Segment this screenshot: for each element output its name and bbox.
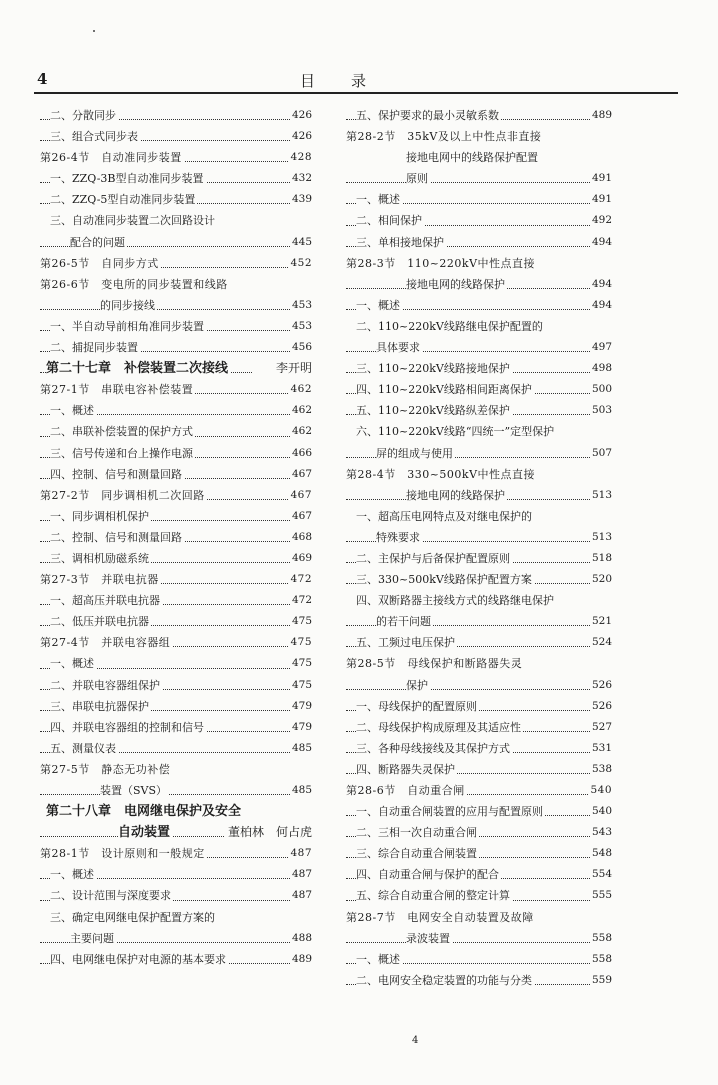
toc-entry-title: 一、同步调相机保护 — [50, 509, 149, 523]
toc-entry-page: 558 — [590, 928, 612, 949]
toc-entry-page: 469 — [290, 548, 312, 569]
toc-entry-page: 467 — [288, 485, 312, 506]
toc-entry-title: 四、110~220kV线路相间距离保护 — [356, 383, 532, 397]
toc-entry-page: 462 — [290, 421, 312, 442]
toc-entry-title: 第26-5节 自同步方式 — [40, 256, 159, 270]
chapter-author: 董柏林 何占虎 — [224, 822, 312, 843]
toc-entry-page: 513 — [590, 485, 612, 506]
toc-entry-page: 487 — [290, 885, 312, 906]
toc-entry — [40, 506, 312, 527]
toc-entry — [40, 843, 312, 864]
toc-entry-title: 三、信号传递和台上操作电源 — [50, 446, 193, 460]
toc-entry — [40, 632, 312, 653]
toc-entry-title: 的若干问题 — [376, 615, 431, 629]
toc-entry-page: 467 — [290, 464, 312, 485]
toc-entry — [346, 274, 612, 295]
toc-entry — [346, 653, 612, 674]
toc-entry — [40, 168, 312, 189]
toc-entry-page: 475 — [290, 675, 312, 696]
toc-entry — [40, 675, 312, 696]
toc-entry-page: 475 — [288, 632, 312, 653]
toc-entry-title: 四、并联电容器组的控制和信号 — [50, 720, 204, 734]
toc-entry-page: 466 — [290, 443, 312, 464]
toc-entry-title: 保护 — [406, 678, 428, 692]
toc-entry-page: 445 — [290, 232, 312, 253]
toc-entry-title: 的同步接线 — [100, 298, 155, 312]
toc-entry-title: 原则 — [406, 172, 428, 186]
toc-entry-page: 485 — [290, 780, 312, 801]
toc-entry-title: 三、自动准同步装置二次回路设计 — [50, 214, 215, 228]
toc-entry — [346, 611, 612, 632]
toc-entry-page: 498 — [590, 358, 612, 379]
toc-entry-page: 426 — [290, 126, 312, 147]
toc-entry — [40, 400, 312, 421]
toc-entry-title: 第26-4节 自动准同步装置 — [40, 151, 182, 165]
toc-entry-title: 二、110~220kV线路继电保护配置的 — [356, 319, 543, 333]
toc-entry-title: 一、超高压电网特点及对继电保护的 — [356, 509, 532, 523]
toc-entry-title: 一、半自动导前相角准同步装置 — [50, 319, 204, 333]
toc-entry-title: 一、概述 — [50, 404, 94, 418]
toc-left-column — [40, 105, 312, 970]
toc-entry — [346, 928, 612, 949]
toc-entry — [346, 147, 612, 168]
toc-entry — [40, 885, 312, 906]
toc-entry-page: 468 — [290, 527, 312, 548]
toc-entry — [346, 949, 612, 970]
toc-entry-title: 二、串联补偿装置的保护方式 — [50, 425, 193, 439]
toc-entry-title: 五、工频过电压保护 — [356, 636, 455, 650]
header-rule — [34, 92, 678, 94]
toc-entry — [346, 907, 612, 928]
toc-entry-title: 二、ZZQ-5型自动准同步装置 — [50, 193, 196, 207]
toc-entry — [40, 485, 312, 506]
toc-entry — [40, 126, 312, 147]
toc-entry-page: 559 — [590, 970, 612, 991]
toc-entry — [40, 548, 312, 569]
toc-right-column — [346, 105, 612, 991]
toc-entry-title: 五、综合自动重合闸的整定计算 — [356, 889, 510, 903]
toc-entry-title: 一、超高压并联电抗器 — [50, 594, 160, 608]
toc-entry-page: 531 — [590, 738, 612, 759]
toc-entry-title: 一、概述 — [50, 657, 94, 671]
toc-entry — [40, 569, 312, 590]
toc-entry-page: 503 — [590, 400, 612, 421]
toc-entry — [346, 738, 612, 759]
toc-entry-page: 518 — [590, 548, 612, 569]
toc-entry — [40, 864, 312, 885]
toc-entry — [346, 843, 612, 864]
toc-entry — [346, 379, 612, 400]
toc-entry-page: 453 — [290, 316, 312, 337]
toc-entry-page: 453 — [290, 295, 312, 316]
toc-entry — [40, 717, 312, 738]
toc-entry-page: 462 — [288, 379, 312, 400]
footer-mark: 4 — [412, 1035, 419, 1046]
toc-entry — [346, 358, 612, 379]
leader-dots — [346, 942, 612, 943]
toc-entry-title: 四、电网继电保护对电源的基本要求 — [50, 952, 226, 966]
toc-entry-title: 第28-1节 设计原则和一般规定 — [40, 847, 205, 861]
toc-entry-title: 二、设计范围与深度要求 — [50, 889, 171, 903]
toc-entry-title: 第28-5节 母线保护和断路器失灵 — [346, 657, 523, 671]
toc-entry-page: 491 — [590, 168, 612, 189]
toc-entry-page: 527 — [590, 717, 612, 738]
toc-entry-title: 一、母线保护的配置原则 — [356, 699, 477, 713]
toc-entry-title: 二、三相一次自动重合闸 — [356, 826, 477, 840]
toc-entry-title: 一、概述 — [50, 868, 94, 882]
toc-entry — [346, 569, 612, 590]
toc-entry-title: 装置（SVS） — [100, 784, 168, 797]
toc-entry-page: 472 — [290, 590, 312, 611]
toc-entry — [346, 105, 612, 126]
toc-entry-title: 第二十七章 补偿装置二次接线 — [46, 361, 229, 377]
toc-entry — [40, 759, 312, 780]
toc-entry-page: 540 — [588, 780, 612, 801]
toc-entry-title: 三、单相接地保护 — [356, 235, 444, 249]
scan-speck — [93, 30, 95, 32]
toc-entry — [346, 864, 612, 885]
toc-entry-title: 四、双断路器主接线方式的线路继电保护 — [356, 594, 554, 608]
toc-entry-title: 三、330~500kV线路保护配置方案 — [356, 573, 532, 587]
toc-entry — [346, 506, 612, 527]
toc-entry-title: 四、断路器失灵保护 — [356, 762, 455, 776]
toc-entry-title: 三、综合自动重合闸装置 — [356, 847, 477, 861]
toc-entry — [346, 253, 612, 274]
toc-entry-title: 特殊要求 — [376, 530, 420, 544]
toc-entry-page: 452 — [288, 253, 312, 274]
toc-entry-page: 543 — [590, 822, 612, 843]
toc-entry-page: 428 — [288, 147, 312, 168]
toc-entry-title: 具体要求 — [376, 341, 420, 355]
toc-entry — [346, 548, 612, 569]
toc-entry — [40, 421, 312, 442]
toc-entry-title: 二、低压并联电抗器 — [50, 615, 149, 629]
toc-entry — [40, 907, 312, 928]
toc-entry — [40, 337, 312, 358]
toc-entry-title: 二、相间保护 — [356, 214, 422, 228]
toc-entry — [40, 147, 312, 168]
toc-entry-page: 555 — [590, 885, 612, 906]
toc-entry-page: 487 — [288, 843, 312, 864]
toc-entry — [40, 822, 312, 843]
toc-entry-title: 三、各种母线接线及其保护方式 — [356, 741, 510, 755]
toc-entry — [40, 653, 312, 674]
toc-entry-page: 526 — [590, 675, 612, 696]
toc-entry — [346, 780, 612, 801]
toc-entry-title: 配合的问题 — [70, 235, 125, 249]
toc-entry — [346, 337, 612, 358]
leader-dots — [40, 794, 312, 795]
toc-entry-page: 554 — [590, 864, 612, 885]
toc-entry-title: 第28-4节 330~500kV中性点直接 — [346, 467, 536, 481]
toc-entry — [40, 738, 312, 759]
toc-entry — [40, 527, 312, 548]
toc-entry — [346, 421, 612, 442]
leader-dots — [346, 182, 612, 183]
toc-entry-title: 第27-4节 并联电容器组 — [40, 636, 171, 650]
toc-entry — [346, 168, 612, 189]
toc-entry-title: 四、自动重合闸与保护的配合 — [356, 868, 499, 882]
toc-entry-title: 四、控制、信号和测量回路 — [50, 467, 182, 481]
toc-entry — [346, 970, 612, 991]
toc-entry-page: 507 — [590, 443, 612, 464]
toc-entry-page: 494 — [590, 274, 612, 295]
toc-entry-title: 录波装置 — [406, 931, 450, 945]
toc-entry — [40, 274, 312, 295]
toc-entry-page: 520 — [590, 569, 612, 590]
toc-entry-title: 第26-6节 变电所的同步装置和线路 — [40, 277, 228, 291]
toc-entry-page: 558 — [590, 949, 612, 970]
toc-entry-title: 二、主保护与后备保护配置原则 — [356, 551, 510, 565]
toc-entry-title: 二、控制、信号和测量回路 — [50, 530, 182, 544]
toc-entry — [346, 485, 612, 506]
toc-entry — [40, 696, 312, 717]
toc-entry-title: 二、母线保护构成原理及其适应性 — [356, 720, 521, 734]
toc-entry-title: 第28-3节 110~220kV中性点直接 — [346, 256, 536, 270]
toc-entry-title: 第27-2节 同步调相机二次回路 — [40, 488, 205, 502]
toc-entry — [346, 822, 612, 843]
toc-entry — [40, 611, 312, 632]
toc-entry-page: 485 — [290, 738, 312, 759]
toc-entry-page: 488 — [290, 928, 312, 949]
toc-entry-page: 479 — [290, 696, 312, 717]
toc-entry-title: 接地电网的线路保护 — [406, 277, 505, 291]
toc-entry — [40, 295, 312, 316]
toc-entry-title: 主要问题 — [70, 931, 114, 945]
toc-entry-title: 自动装置 — [118, 825, 171, 841]
toc-entry-title: 三、110~220kV线路接地保护 — [356, 362, 510, 376]
toc-entry-page: 513 — [590, 527, 612, 548]
leader-dots — [40, 309, 312, 310]
toc-entry — [346, 126, 612, 147]
toc-entry-title: 二、并联电容器组保护 — [50, 678, 160, 692]
toc-entry — [40, 253, 312, 274]
toc-entry — [40, 928, 312, 949]
toc-entry — [346, 232, 612, 253]
toc-entry-page: 439 — [290, 189, 312, 210]
toc-entry-title: 一、概述 — [356, 952, 400, 966]
toc-entry — [40, 949, 312, 970]
toc-entry-title: 三、调相机励磁系统 — [50, 551, 149, 565]
toc-entry-page: 500 — [590, 379, 612, 400]
toc-entry-page: 497 — [590, 337, 612, 358]
toc-entry-page: 472 — [288, 569, 312, 590]
toc-entry — [40, 464, 312, 485]
toc-entry — [346, 590, 612, 611]
toc-entry-page: 548 — [590, 843, 612, 864]
toc-entry-title: 三、组合式同步表 — [50, 130, 138, 144]
toc-entry-page: 538 — [590, 759, 612, 780]
toc-entry-title: 二、电网安全稳定装置的功能与分类 — [356, 973, 532, 987]
toc-entry-title: 五、110~220kV线路纵差保护 — [356, 404, 510, 418]
toc-entry — [40, 232, 312, 253]
leader-dots — [346, 689, 612, 690]
toc-entry — [40, 379, 312, 400]
toc-entry-page: 540 — [590, 801, 612, 822]
toc-entry-title: 第27-1节 串联电容补偿装置 — [40, 383, 194, 397]
toc-entry-page: 489 — [590, 105, 612, 126]
toc-entry-title: 一、概述 — [356, 193, 400, 207]
toc-entry-page: 491 — [590, 189, 612, 210]
toc-entry-page: 494 — [590, 232, 612, 253]
toc-entry-title: 接地电网的线路保护 — [406, 488, 505, 502]
toc-entry-page: 475 — [290, 653, 312, 674]
toc-entry-page: 494 — [590, 295, 612, 316]
toc-entry — [346, 295, 612, 316]
toc-entry-page: 479 — [290, 717, 312, 738]
toc-entry — [40, 105, 312, 126]
toc-entry — [40, 780, 312, 801]
toc-entry-title: 一、自动重合闸装置的应用与配置原则 — [356, 805, 543, 819]
page-title: 目录 — [300, 72, 403, 90]
toc-entry-page: 524 — [590, 632, 612, 653]
toc-entry-title: 第27-5节 静态无功补偿 — [40, 762, 171, 776]
toc-entry — [40, 189, 312, 210]
toc-entry — [346, 885, 612, 906]
toc-entry-title: 第28-7节 电网安全自动装置及故障 — [346, 910, 534, 924]
toc-entry — [40, 590, 312, 611]
toc-entry-title: 接地电网中的线路保护配置 — [406, 151, 538, 165]
page-number: 4 — [37, 70, 48, 88]
toc-entry — [40, 210, 312, 231]
toc-entry-page: 456 — [290, 337, 312, 358]
toc-entry — [346, 400, 612, 421]
toc-entry-page: 467 — [290, 506, 312, 527]
toc-entry — [40, 358, 312, 379]
toc-entry — [346, 189, 612, 210]
toc-entry-title: 第28-6节 自动重合闸 — [346, 784, 465, 797]
toc-entry — [346, 717, 612, 738]
toc-entry — [346, 316, 612, 337]
toc-entry — [346, 210, 612, 231]
toc-entry-page: 492 — [590, 210, 612, 231]
toc-entry-title: 五、保护要求的最小灵敏系数 — [356, 109, 499, 122]
toc-entry-page: 489 — [290, 949, 312, 970]
toc-entry-title: 三、串联电抗器保护 — [50, 699, 149, 713]
toc-entry-title: 第二十八章 电网继电保护及安全 — [46, 804, 242, 820]
toc-entry — [40, 316, 312, 337]
toc-entry — [346, 464, 612, 485]
toc-entry-page: 432 — [290, 168, 312, 189]
toc-entry-title: 二、分散同步 — [50, 109, 116, 122]
toc-entry — [346, 443, 612, 464]
toc-entry-title: 屏的组成与使用 — [376, 446, 453, 460]
toc-entry — [40, 443, 312, 464]
toc-entry — [346, 632, 612, 653]
toc-entry — [346, 759, 612, 780]
toc-entry — [346, 696, 612, 717]
toc-entry-page: 475 — [290, 611, 312, 632]
toc-entry-title: 一、ZZQ-3B型自动准同步装置 — [50, 172, 204, 186]
toc-entry — [346, 801, 612, 822]
toc-entry-page: 426 — [290, 105, 312, 126]
toc-entry — [40, 801, 312, 822]
toc-entry-page: 462 — [290, 400, 312, 421]
toc-entry-title: 五、测量仪表 — [50, 741, 116, 755]
toc-entry-title: 一、概述 — [356, 298, 400, 312]
toc-entry-title: 第27-3节 并联电抗器 — [40, 573, 159, 587]
toc-entry-title: 第28-2节 35kV及以上中性点非直接 — [346, 130, 542, 144]
toc-entry-title: 二、捕捉同步装置 — [50, 341, 138, 355]
toc-entry-page: 487 — [290, 864, 312, 885]
toc-entry-title: 六、110~220kV线路“四统一”定型保护 — [356, 425, 555, 439]
toc-entry-page: 521 — [590, 611, 612, 632]
toc-entry-title: 三、确定电网继电保护配置方案的 — [50, 910, 215, 924]
toc-entry — [346, 675, 612, 696]
toc-entry-page: 526 — [590, 696, 612, 717]
toc-entry — [346, 527, 612, 548]
chapter-author: 李开明 — [272, 358, 312, 379]
